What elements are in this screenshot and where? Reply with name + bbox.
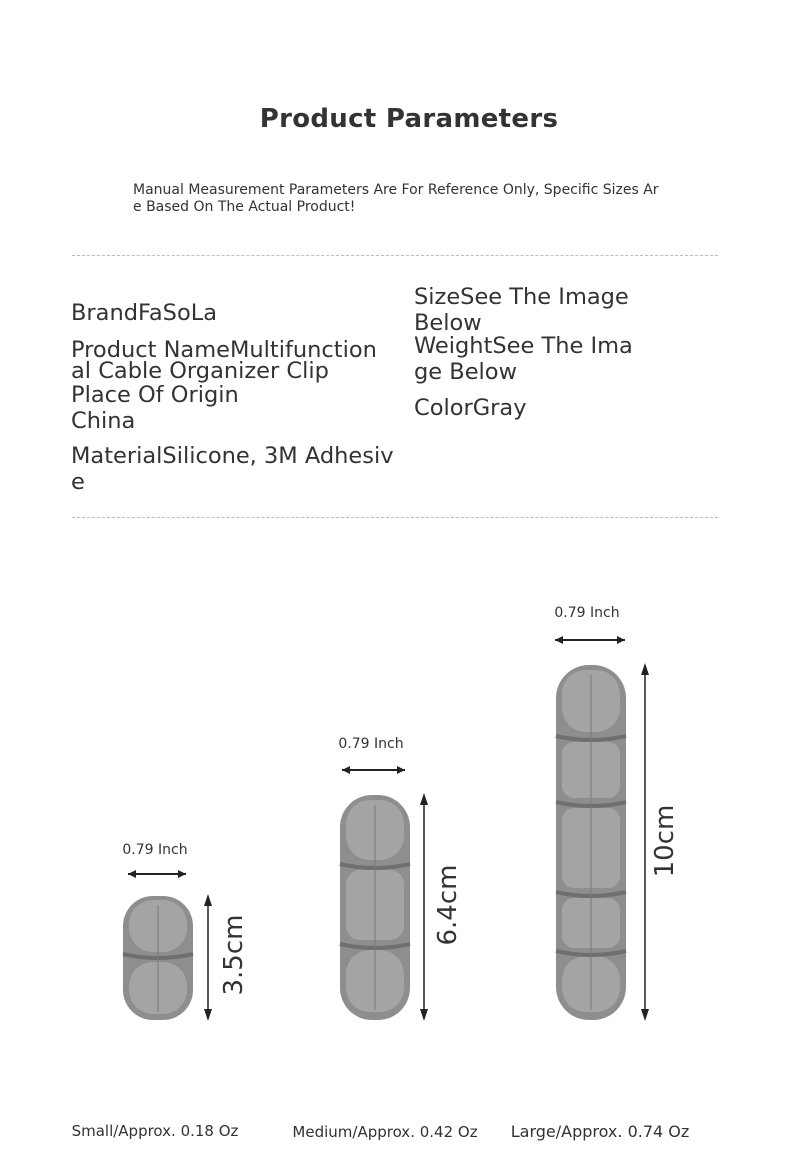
measurement-disclaimer: Manual Measurement Parameters Are For Reference Only, Specific Sizes Are Based On The Actual Product! xyxy=(133,182,659,215)
page-title: Product Parameters xyxy=(259,104,559,134)
param-brand: BrandFaSoLa xyxy=(71,300,218,326)
param-product-name: Product NameMultifunctional Cable Organizer Clip xyxy=(71,337,377,384)
medium-height-label: 6.4cm xyxy=(433,864,463,946)
large-height-label: 10cm xyxy=(650,804,680,878)
param-weight: WeightSee The Image Below xyxy=(414,333,633,385)
medium-width-label: 0.79 Inch xyxy=(338,736,404,752)
small-height-label: 3.5cm xyxy=(219,914,249,996)
param-size: SizeSee The Image Below xyxy=(414,284,629,336)
caption-large: Large/Approx. 0.74 Oz xyxy=(510,1122,690,1141)
param-color: ColorGray xyxy=(414,395,527,421)
large-width-label: 0.79 Inch xyxy=(554,605,620,621)
caption-medium: Medium/Approx. 0.42 Oz xyxy=(292,1123,478,1141)
param-place-of-origin: Place Of OriginChina xyxy=(71,382,239,434)
caption-small: Small/Approx. 0.18 Oz xyxy=(71,1122,239,1140)
param-material: MaterialSilicone, 3M Adhesive xyxy=(71,443,394,495)
small-width-label: 0.79 Inch xyxy=(122,842,188,858)
